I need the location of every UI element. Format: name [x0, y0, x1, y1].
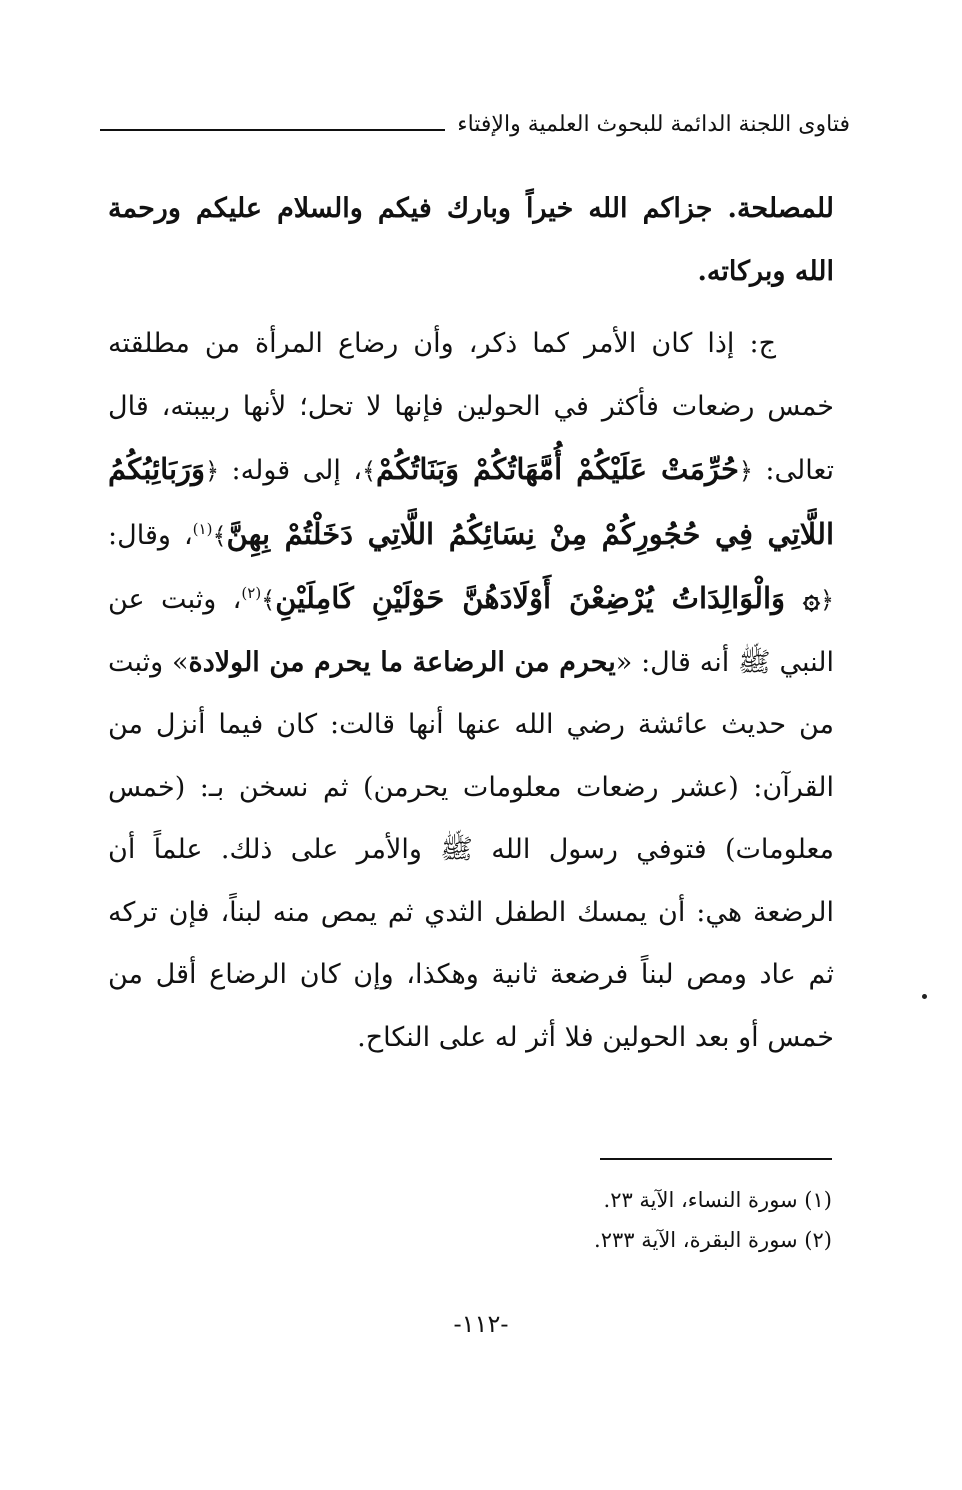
scan-speck — [922, 994, 927, 999]
question-closing: للمصلحة. جزاكم الله خيراً وبارك فيكم والسلام عليكم ورحمة الله وبركاته. — [108, 193, 834, 287]
quran-brace-open: ﴿ — [819, 586, 834, 614]
and-said: ، وقال: — [108, 519, 193, 551]
answer-paragraph — [108, 313, 834, 1069]
quran-brace-close: ﴾ — [212, 521, 227, 550]
quran-brace-open: ﴿ — [738, 457, 753, 485]
header-rule — [100, 129, 445, 131]
quran-brace-open: ﴿ — [205, 457, 220, 485]
header-title: فتاوى اللجنة الدائمة للبحوث العلمية والإفتاء — [457, 112, 850, 137]
quran-verse-3: ۞ وَالْوَالِدَاتُ يُرْضِعْنَ أَوْلَادَهُنَّ حَوْلَيْنِ كَامِلَيْنِ — [275, 581, 820, 615]
footnote-separator — [600, 1158, 832, 1160]
running-header — [100, 112, 850, 137]
quran-verse-1: حُرِّمَتْ عَلَيْكُمْ أُمَّهَاتُكُمْ وَبَنَاتُكُمْ — [376, 452, 739, 486]
footnote-ref-2: (٢) — [241, 584, 262, 602]
quran-brace-close: ﴾ — [361, 457, 377, 485]
footnotes — [400, 1180, 832, 1260]
hadith-text: يحرم من الرضاعة ما يحرم من الولادة — [188, 646, 616, 678]
body-text — [108, 178, 834, 1069]
quran-verse-2: وَرَبَائِبُكُمُ اللَّاتِي فِي حُجُورِكُمْ مِنْ نِسَائِكُمُ اللَّاتِي دَخَلْتُمْ بِهِنَّ — [108, 452, 834, 551]
prophet-intro: ، وثبت عن النبي ﷺ أنه قال: « — [108, 584, 834, 678]
page-number: -١١٢- — [453, 1310, 509, 1338]
quran-brace-close: ﴾ — [261, 586, 276, 614]
footnote-2: (٢) سورة البقرة، الآية ٢٣٣. — [594, 1228, 832, 1252]
answer-rest: » وثبت من حديث عائشة رضي الله عنها أنها قالت: كان فيما أنزل من القرآن: (عشر رضعات معلومات يحرمن) ثم نسخن بـ: (خمس معلومات) فتوفي رسول الله ﷺ والأمر على ذلك. علماً أن الرضعة هي: أن يمسك الطفل الثدي ثم يمص منه لبناً، فإن تركه ثم عاد ومص لبناً فرضعة ثانية وهكذا، وإن كان الرضاع أقل من خمس أو بعد الحولين فلا أثر له على النكاح. — [108, 646, 834, 1053]
answer-start: ج: إذا كان الأمر كما ذكر، وأن رضاع المرأة من مطلقته خمس رضعات فأكثر في الحولين فإنها لا تحل؛ لأنها ربيبته، قال تعالى: — [108, 328, 834, 486]
footnote-ref-1: (١) — [192, 519, 213, 538]
to-his-saying: ، إلى قوله: — [231, 455, 362, 486]
footnote-1: (١) سورة النساء، الآية ٢٣. — [603, 1188, 832, 1212]
